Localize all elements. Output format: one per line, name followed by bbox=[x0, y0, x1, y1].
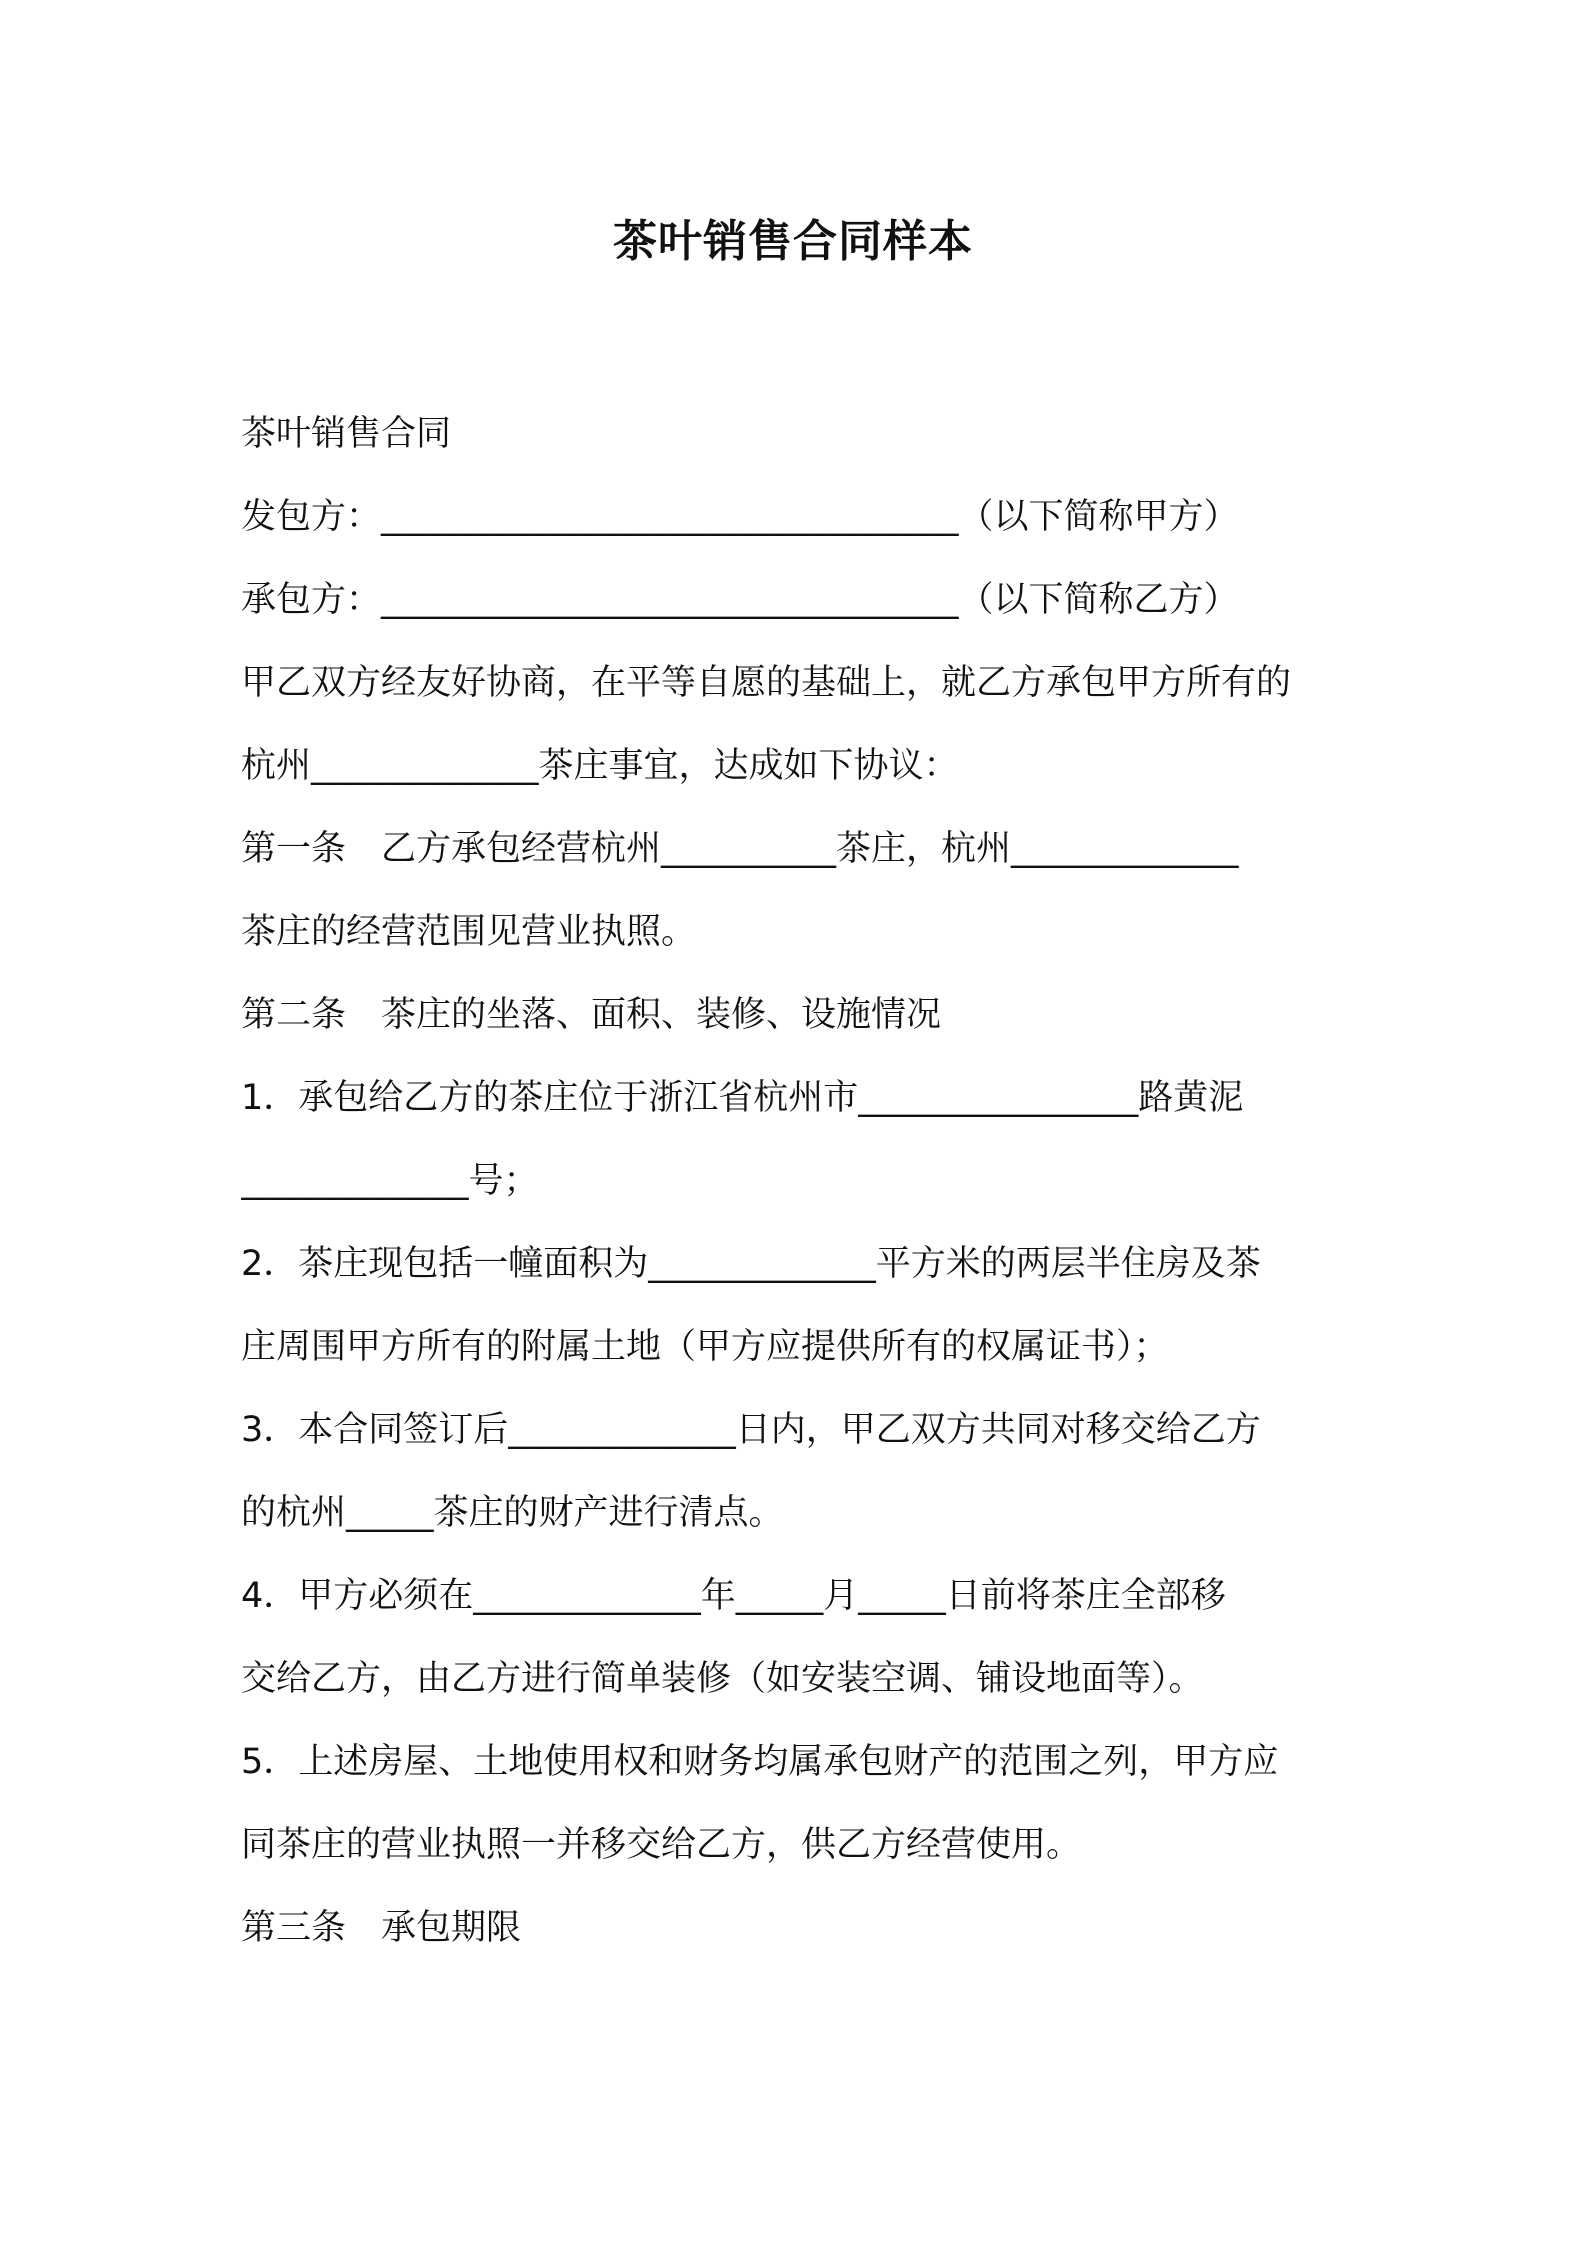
clause-1-line-1: 1．承包给乙方的茶庄位于浙江省杭州市________________路黄泥 bbox=[241, 1078, 1244, 1118]
article-1-line-2: 茶庄的经营范围见营业执照。 bbox=[241, 912, 697, 952]
clause-5-line-1: 5．上述房屋、土地使用权和财务均属承包财产的范围之列，甲方应 bbox=[241, 1742, 1279, 1782]
clause-3-line-2: 的杭州_____茶庄的财产进行清点。 bbox=[241, 1493, 784, 1533]
article-2-heading: 第二条 茶庄的坐落、面积、装修、设施情况 bbox=[241, 995, 942, 1035]
document-title: 茶叶销售合同样本 bbox=[613, 216, 973, 267]
preamble-line-1: 甲乙双方经友好协商，在平等自愿的基础上，就乙方承包甲方所有的 bbox=[241, 663, 1292, 703]
clause-5-line-2: 同茶庄的营业执照一并移交给乙方，供乙方经营使用。 bbox=[241, 1825, 1082, 1865]
clause-3-line-1: 3．本合同签订后_____________日内，甲乙双方共同对移交给乙方 bbox=[241, 1410, 1261, 1450]
contract-heading: 茶叶销售合同 bbox=[241, 414, 452, 454]
clause-2-line-2: 庄周围甲方所有的附属土地（甲方应提供所有的权属证书）； bbox=[241, 1327, 1169, 1367]
article-1-line-1: 第一条 乙方承包经营杭州__________茶庄，杭州_____________ bbox=[241, 829, 1239, 869]
party-a-line: 发包方：_________________________________（以下简称甲方） bbox=[241, 497, 1239, 537]
clause-4-line-1: 4．甲方必须在_____________年_____月_____日前将茶庄全部移 bbox=[241, 1576, 1226, 1616]
party-b-line: 承包方：_________________________________（以下简称乙方） bbox=[241, 580, 1239, 620]
clause-1-line-2: _____________号； bbox=[241, 1161, 539, 1201]
article-3-heading: 第三条 承包期限 bbox=[241, 1908, 522, 1948]
clause-2-line-1: 2．茶庄现包括一幢面积为_____________平方米的两层半住房及茶 bbox=[241, 1244, 1261, 1284]
clause-4-line-2: 交给乙方，由乙方进行简单装修（如安装空调、铺设地面等）。 bbox=[241, 1659, 1204, 1699]
document-body bbox=[241, 408, 1361, 1985]
preamble-line-2: 杭州_____________茶庄事宜，达成如下协议： bbox=[241, 746, 959, 786]
